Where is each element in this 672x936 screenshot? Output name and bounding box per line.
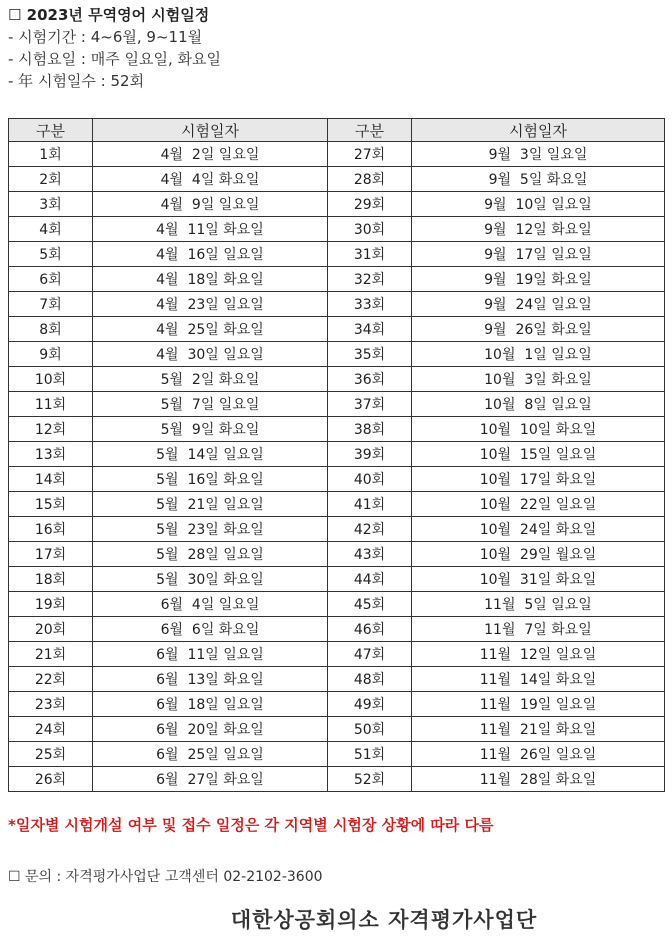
exam-weekday: - 시험요일 : 매주 일요일, 화요일 — [8, 50, 221, 68]
date-cell: 10월 8일 일요일 — [412, 392, 665, 417]
column-header: 구분 — [9, 119, 93, 142]
date-cell: 5월 30일 화요일 — [93, 567, 328, 592]
date-cell: 4월 16일 일요일 — [93, 242, 328, 267]
date-cell: 6월 25일 일요일 — [93, 742, 328, 767]
round-cell: 1회 — [9, 142, 93, 167]
date-cell: 9월 24일 일요일 — [412, 292, 665, 317]
table-row — [9, 767, 665, 792]
date-cell: 6월 4일 일요일 — [93, 592, 328, 617]
date-cell: 6월 11일 일요일 — [93, 642, 328, 667]
round-cell: 44회 — [328, 567, 412, 592]
table-row — [9, 367, 665, 392]
round-cell: 48회 — [328, 667, 412, 692]
round-cell: 6회 — [9, 267, 93, 292]
round-cell: 46회 — [328, 617, 412, 642]
table-row — [9, 617, 665, 642]
table-row — [9, 292, 665, 317]
table-row — [9, 442, 665, 467]
date-cell: 11월 28일 화요일 — [412, 767, 665, 792]
table-row — [9, 592, 665, 617]
schedule-table — [8, 118, 665, 792]
round-cell: 7회 — [9, 292, 93, 317]
round-cell: 45회 — [328, 592, 412, 617]
round-cell: 22회 — [9, 667, 93, 692]
date-cell: 6월 20일 화요일 — [93, 717, 328, 742]
table-body — [9, 142, 665, 792]
table-row — [9, 742, 665, 767]
round-cell: 52회 — [328, 767, 412, 792]
round-cell: 20회 — [9, 617, 93, 642]
date-cell: 4월 4일 화요일 — [93, 167, 328, 192]
date-cell: 10월 1일 일요일 — [412, 342, 665, 367]
round-cell: 18회 — [9, 567, 93, 592]
round-cell: 33회 — [328, 292, 412, 317]
table-row — [9, 467, 665, 492]
date-cell: 4월 25일 화요일 — [93, 317, 328, 342]
date-cell: 10월 24일 화요일 — [412, 517, 665, 542]
round-cell: 28회 — [328, 167, 412, 192]
date-cell: 5월 23일 화요일 — [93, 517, 328, 542]
date-cell: 5월 28일 일요일 — [93, 542, 328, 567]
table-row — [9, 542, 665, 567]
round-cell: 39회 — [328, 442, 412, 467]
round-cell: 40회 — [328, 467, 412, 492]
date-cell: 9월 5일 화요일 — [412, 167, 665, 192]
table-row — [9, 217, 665, 242]
table-row — [9, 692, 665, 717]
date-cell: 5월 2일 화요일 — [93, 367, 328, 392]
round-cell: 15회 — [9, 492, 93, 517]
date-cell: 4월 23일 일요일 — [93, 292, 328, 317]
round-cell: 27회 — [328, 142, 412, 167]
date-cell: 10월 17일 화요일 — [412, 467, 665, 492]
round-cell: 13회 — [9, 442, 93, 467]
round-cell: 36회 — [328, 367, 412, 392]
round-cell: 25회 — [9, 742, 93, 767]
round-cell: 47회 — [328, 642, 412, 667]
round-cell: 16회 — [9, 517, 93, 542]
date-cell: 9월 10일 일요일 — [412, 192, 665, 217]
date-cell: 10월 3일 화요일 — [412, 367, 665, 392]
round-cell: 34회 — [328, 317, 412, 342]
date-cell: 4월 30일 일요일 — [93, 342, 328, 367]
date-cell: 11월 21일 화요일 — [412, 717, 665, 742]
date-cell: 6월 18일 일요일 — [93, 692, 328, 717]
round-cell: 35회 — [328, 342, 412, 367]
round-cell: 26회 — [9, 767, 93, 792]
round-cell: 38회 — [328, 417, 412, 442]
table-row — [9, 192, 665, 217]
table-row — [9, 417, 665, 442]
exam-count: - 年 시험일수 : 52회 — [8, 72, 145, 90]
organization-footer: 대한상공회의소 자격평가사업단 — [230, 908, 538, 932]
date-cell: 10월 15일 일요일 — [412, 442, 665, 467]
round-cell: 37회 — [328, 392, 412, 417]
date-cell: 11월 26일 일요일 — [412, 742, 665, 767]
date-cell: 11월 12일 일요일 — [412, 642, 665, 667]
date-cell: 9월 26일 화요일 — [412, 317, 665, 342]
round-cell: 31회 — [328, 242, 412, 267]
date-cell: 10월 10일 화요일 — [412, 417, 665, 442]
date-cell: 5월 9일 화요일 — [93, 417, 328, 442]
date-cell: 10월 22일 일요일 — [412, 492, 665, 517]
round-cell: 24회 — [9, 717, 93, 742]
date-cell: 9월 17일 일요일 — [412, 242, 665, 267]
round-cell: 51회 — [328, 742, 412, 767]
round-cell: 12회 — [9, 417, 93, 442]
column-header: 시험일자 — [93, 119, 328, 142]
table-row — [9, 642, 665, 667]
round-cell: 3회 — [9, 192, 93, 217]
round-cell: 21회 — [9, 642, 93, 667]
round-cell: 17회 — [9, 542, 93, 567]
round-cell: 30회 — [328, 217, 412, 242]
column-header: 구분 — [328, 119, 412, 142]
table-header-row — [9, 119, 665, 142]
date-cell: 4월 11일 화요일 — [93, 217, 328, 242]
table-row — [9, 342, 665, 367]
round-cell: 23회 — [9, 692, 93, 717]
column-header: 시험일자 — [412, 119, 665, 142]
round-cell: 49회 — [328, 692, 412, 717]
table-row — [9, 317, 665, 342]
table-row — [9, 517, 665, 542]
date-cell: 4월 18일 화요일 — [93, 267, 328, 292]
date-cell: 6월 27일 화요일 — [93, 767, 328, 792]
page-title: ☐ 2023년 무역영어 시험일정 — [8, 6, 210, 24]
table-row — [9, 492, 665, 517]
round-cell: 2회 — [9, 167, 93, 192]
date-cell: 5월 14일 일요일 — [93, 442, 328, 467]
date-cell: 11월 5일 일요일 — [412, 592, 665, 617]
table-row — [9, 567, 665, 592]
round-cell: 29회 — [328, 192, 412, 217]
date-cell: 4월 9일 일요일 — [93, 192, 328, 217]
date-cell: 9월 3일 일요일 — [412, 142, 665, 167]
date-cell: 10월 29일 월요일 — [412, 542, 665, 567]
contact-info: ☐ 문의 : 자격평가사업단 고객센터 02-2102-3600 — [8, 869, 323, 885]
round-cell: 5회 — [9, 242, 93, 267]
round-cell: 9회 — [9, 342, 93, 367]
table-row — [9, 717, 665, 742]
round-cell: 50회 — [328, 717, 412, 742]
schedule-header — [8, 4, 221, 92]
table-row — [9, 267, 665, 292]
round-cell: 11회 — [9, 392, 93, 417]
date-cell: 9월 19일 화요일 — [412, 267, 665, 292]
round-cell: 19회 — [9, 592, 93, 617]
round-cell: 43회 — [328, 542, 412, 567]
date-cell: 11월 19일 일요일 — [412, 692, 665, 717]
date-cell: 5월 16일 화요일 — [93, 467, 328, 492]
table-row — [9, 392, 665, 417]
date-cell: 10월 31일 화요일 — [412, 567, 665, 592]
date-cell: 5월 7일 일요일 — [93, 392, 328, 417]
round-cell: 4회 — [9, 217, 93, 242]
date-cell: 6월 13일 화요일 — [93, 667, 328, 692]
table-row — [9, 167, 665, 192]
date-cell: 4월 2일 일요일 — [93, 142, 328, 167]
round-cell: 8회 — [9, 317, 93, 342]
date-cell: 5월 21일 일요일 — [93, 492, 328, 517]
date-cell: 11월 14일 화요일 — [412, 667, 665, 692]
date-cell: 11월 7일 화요일 — [412, 617, 665, 642]
round-cell: 42회 — [328, 517, 412, 542]
table-row — [9, 667, 665, 692]
table-row — [9, 242, 665, 267]
exam-period: - 시험기간 : 4~6월, 9~11월 — [8, 28, 203, 46]
date-cell: 9월 12일 화요일 — [412, 217, 665, 242]
round-cell: 32회 — [328, 267, 412, 292]
date-cell: 6월 6일 화요일 — [93, 617, 328, 642]
round-cell: 41회 — [328, 492, 412, 517]
notice-text: *일자별 시험개설 여부 및 접수 일정은 각 지역별 시험장 상황에 따라 다름 — [8, 816, 494, 834]
table-row — [9, 142, 665, 167]
round-cell: 14회 — [9, 467, 93, 492]
round-cell: 10회 — [9, 367, 93, 392]
